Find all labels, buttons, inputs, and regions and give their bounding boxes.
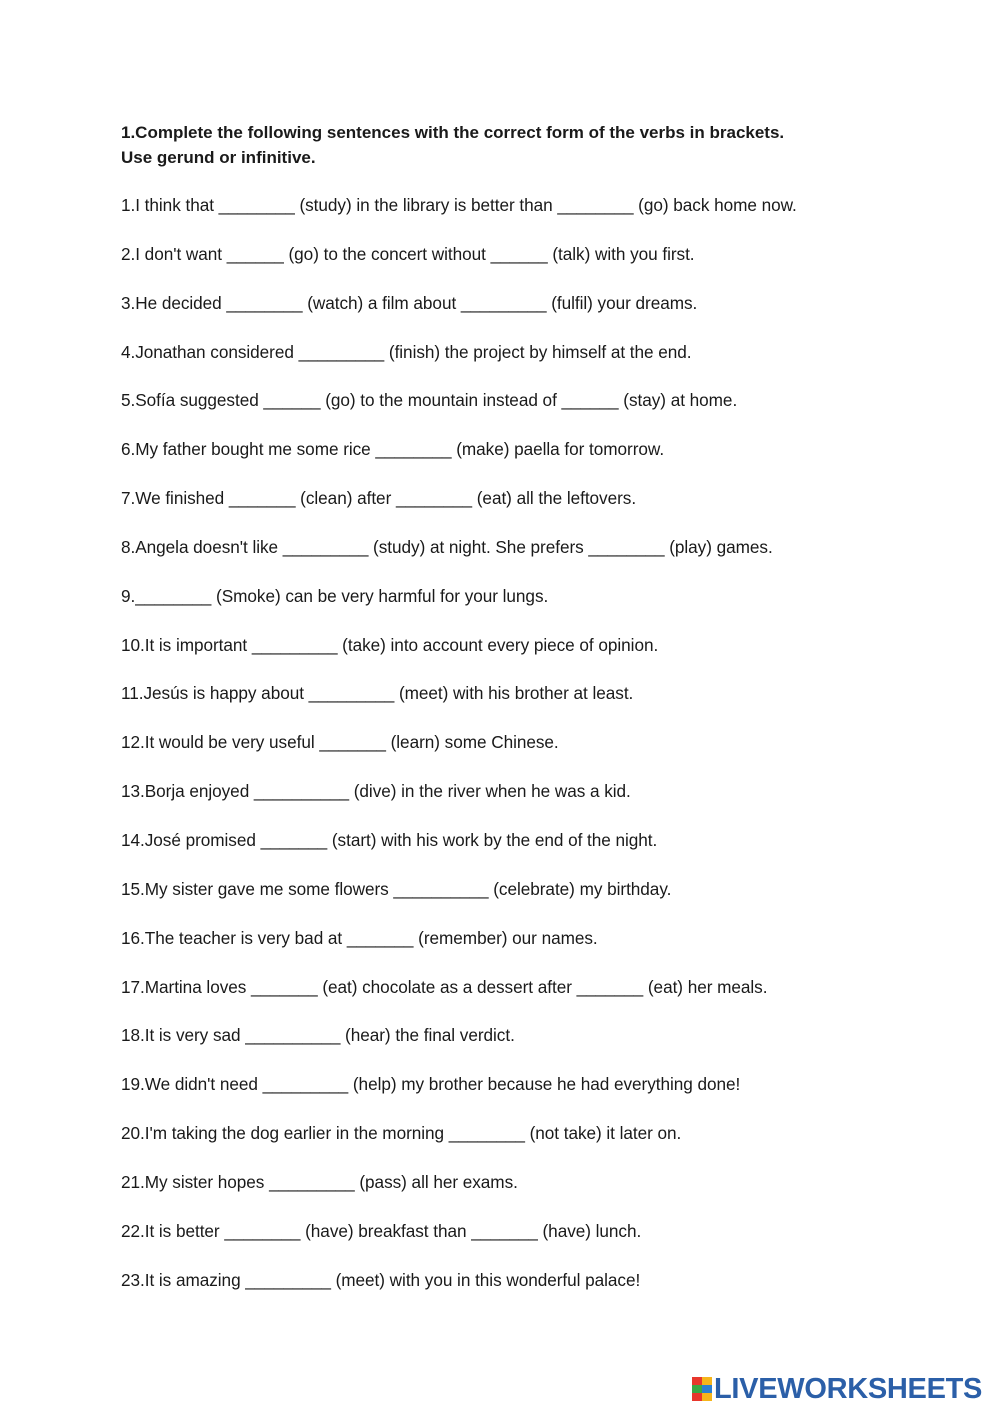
logo-text: LIVEWORKSHEETS xyxy=(714,1373,983,1405)
question-item: 12.It would be very useful _______ (learn) some Chinese. xyxy=(121,732,559,753)
question-item: 16.The teacher is very bad at _______ (remember) our names. xyxy=(121,927,598,948)
question-item: 10.It is important _________ (take) into account every piece of opinion. xyxy=(121,634,659,655)
question-item: 3.He decided ________ (watch) a film about _________ (fulfil) your dreams. xyxy=(121,292,698,313)
question-item: 23.It is amazing _________ (meet) with you in this wonderful palace! xyxy=(121,1269,641,1290)
instructions-line-1: 1.Complete the following sentences with the correct form of the verbs in brackets. xyxy=(121,123,785,142)
question-item: 22.It is better ________ (have) breakfast than _______ (have) lunch. xyxy=(121,1220,642,1241)
liveworksheets-logo xyxy=(692,1371,982,1407)
logo-mark-i xyxy=(702,1377,712,1385)
logo-mark-e xyxy=(702,1385,712,1393)
question-item: 14.José promised _______ (start) with his work by the end of the night. xyxy=(121,829,658,850)
instructions-line-2: Use gerund or infinitive. xyxy=(121,147,316,167)
question-item: 18.It is very sad __________ (hear) the final verdict. xyxy=(121,1025,515,1046)
question-item: 8.Angela doesn't like _________ (study) at night. She prefers ________ (play) games. xyxy=(121,536,773,557)
question-item: 2.I don't want ______ (go) to the concert without ______ (talk) with you first. xyxy=(121,243,695,264)
question-item: 4.Jonathan considered _________ (finish) the project by himself at the end. xyxy=(121,341,692,362)
question-item: 1.I think that ________ (study) in the library is better than ________ (go) back home now. xyxy=(121,195,797,215)
logo-mark-v xyxy=(692,1385,702,1393)
question-item: 20.I'm taking the dog earlier in the morning ________ (not take) it later on. xyxy=(121,1123,682,1144)
question-item: 11.Jesús is happy about _________ (meet) with his brother at least. xyxy=(121,683,634,704)
question-item: 7.We finished _______ (clean) after ________ (eat) all the leftovers. xyxy=(121,488,637,509)
instructions-heading xyxy=(121,121,901,170)
logo-mark-fill-2 xyxy=(702,1393,712,1401)
liveworksheets-logo-icon xyxy=(692,1377,712,1401)
logo-mark-fill-1 xyxy=(692,1393,702,1401)
question-item: 17.Martina loves _______ (eat) chocolate as a dessert after _______ (eat) her meals. xyxy=(121,976,768,997)
question-item: 5.Sofía suggested ______ (go) to the mountain instead of ______ (stay) at home. xyxy=(121,390,738,411)
questions-list xyxy=(121,192,981,1315)
question-item: 13.Borja enjoyed __________ (dive) in the river when he was a kid. xyxy=(121,781,631,802)
question-item: 15.My sister gave me some flowers __________ (celebrate) my birthday. xyxy=(121,878,672,899)
logo-mark-l xyxy=(692,1377,702,1385)
question-item: 19.We didn't need _________ (help) my brother because he had everything done! xyxy=(121,1074,741,1095)
question-item: 9.________ (Smoke) can be very harmful for your lungs. xyxy=(121,585,549,606)
question-item: 6.My father bought me some rice ________ (make) paella for tomorrow. xyxy=(121,439,665,460)
question-item: 21.My sister hopes _________ (pass) all her exams. xyxy=(121,1171,518,1192)
